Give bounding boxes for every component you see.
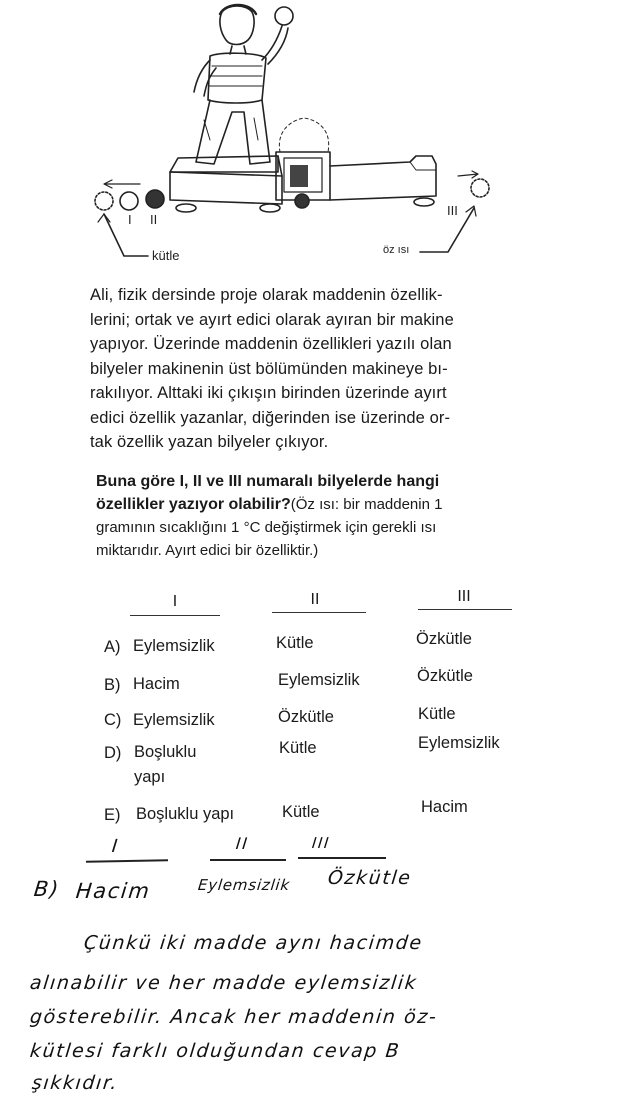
- column-rule: [418, 609, 512, 610]
- hand-column-head-i: I: [110, 836, 121, 857]
- ball-label-iii: III: [447, 203, 458, 218]
- option-value-ii: Kütle: [279, 739, 317, 757]
- option-value-i: Boşluklu: [134, 743, 197, 761]
- hand-column-head-ii: II: [235, 834, 250, 853]
- question-paragraph: [90, 283, 530, 455]
- hand-rule: [298, 857, 386, 859]
- hand-rule: [86, 859, 168, 862]
- option-letter: B): [104, 676, 121, 694]
- option-value-iii: Özkütle: [416, 630, 472, 648]
- hand-explanation-line: gösterebilir. Ancak her maddenin öz-: [28, 1006, 439, 1028]
- ball-label-ii: II: [150, 212, 158, 227]
- option-value-ii: Kütle: [282, 803, 320, 821]
- question-bold-line: Buna göre I, II ve III numaralı bilyelerde hangi: [96, 473, 440, 490]
- hand-explanation-line: şıkkıdır.: [30, 1072, 120, 1094]
- option-value-i-continued: yapı: [134, 768, 166, 786]
- option-letter: E): [104, 806, 121, 824]
- paragraph-line: rakılıyor. Alttaki iki çıkışın birinden üzerinde ayırt: [90, 384, 447, 402]
- column-rule: [272, 612, 366, 613]
- option-value-ii: Kütle: [276, 634, 314, 652]
- paragraph-line: bilyeler makinenin üst bölümünden makineye bı-: [90, 359, 448, 378]
- option-letter: A): [104, 638, 121, 656]
- question-note: gramının sıcaklığını 1 °C değiştirmek için gerekli ısı: [96, 519, 437, 536]
- option-value-iii: Eylemsizlik: [418, 734, 500, 752]
- ball-label-i: I: [128, 212, 132, 227]
- option-value-i: Boşluklu yapı: [136, 805, 235, 823]
- question-note: (Öz ısı: bir maddenin 1: [290, 496, 443, 513]
- paragraph-line: yapıyor. Üzerinde maddenin özellikleri yazılı olan: [90, 335, 452, 353]
- hand-answer-letter: B): [32, 877, 62, 901]
- machine-drawing: [0, 0, 618, 280]
- column-header-ii: II: [310, 591, 320, 608]
- hand-explanation-line: Çünkü iki madde aynı hacimde: [82, 932, 424, 954]
- label-kutle: kütle: [152, 248, 180, 263]
- option-letter: D): [104, 744, 122, 762]
- hand-rule: [210, 859, 286, 861]
- option-letter: C): [104, 711, 122, 729]
- option-value-iii: Özkütle: [417, 667, 473, 685]
- option-value-i: Eylemsizlik: [133, 637, 215, 655]
- hand-answer-i: Hacim: [74, 879, 152, 903]
- option-value-iii: Hacim: [421, 798, 468, 816]
- machine-illustration: [0, 0, 618, 280]
- option-value-iii: Kütle: [418, 705, 456, 723]
- paragraph-line: lerini; ortak ve ayırt edici olarak ayıran bir makine: [90, 310, 454, 329]
- question-bold-line: özellikler yazıyor olabilir?: [96, 496, 291, 513]
- option-value-i: Hacim: [133, 675, 180, 693]
- column-header-i: I: [172, 593, 178, 610]
- column-rule: [130, 615, 220, 616]
- hand-answer-ii: Eylemsizlik: [197, 876, 291, 894]
- hand-column-head-iii: III: [311, 834, 332, 852]
- column-header-iii: III: [457, 588, 471, 605]
- paragraph-line: tak özellik yazan bilyeler çıkıyor.: [90, 433, 329, 451]
- option-value-ii: Özkütle: [278, 708, 334, 726]
- option-value-i: Eylemsizlik: [133, 711, 215, 729]
- hand-answer-iii: Özkütle: [326, 867, 413, 889]
- label-oz-isi: öz ısı: [383, 244, 410, 256]
- hand-explanation-line: kütlesi farklı olduğundan cevap B: [28, 1040, 402, 1062]
- question-prompt: [96, 470, 536, 562]
- question-note: miktarıdır. Ayırt edici bir özelliktir.): [96, 542, 319, 559]
- option-value-ii: Eylemsizlik: [278, 671, 360, 689]
- paragraph-line: edici özellik yazanlar, diğerinden ise üzerinde or-: [90, 408, 451, 427]
- paragraph-line: Ali, fizik dersinde proje olarak maddenin özellik-: [90, 286, 443, 304]
- hand-explanation-line: alınabilir ve her madde eylemsizlik: [28, 972, 419, 994]
